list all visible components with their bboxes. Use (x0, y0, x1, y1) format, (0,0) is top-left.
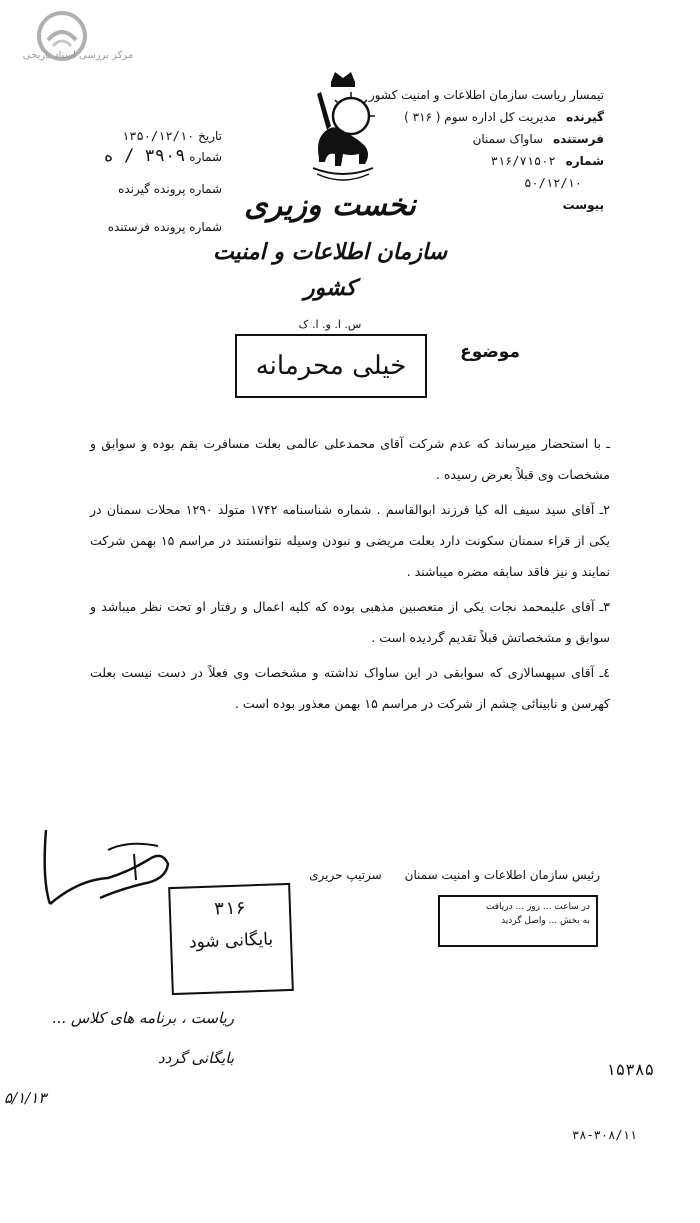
letter-body (90, 428, 610, 723)
handwritten-date: ۵/۱/۱۳ (4, 1089, 47, 1107)
date-value: ۵۰/۱۲/۱۰ (524, 176, 582, 190)
received-stamp (438, 895, 598, 947)
header-left (62, 126, 222, 237)
classification-stamp: خیلی محرمانه (235, 334, 427, 398)
left-date-value: ۱۳۵۰/۱۲/۱۰ (122, 129, 195, 143)
document-reference-code: ۳۸-۳۰۸/۱۱ (572, 1128, 638, 1142)
left-number-row (62, 146, 222, 167)
signatory-name: سرتیپ حریری (309, 868, 382, 882)
left-date-label: تاریخ (198, 129, 222, 143)
signature-block (190, 868, 600, 882)
archive-stamp-text: بایگانی شود (188, 929, 274, 953)
handwritten-line-1: ریاست ، برنامه های کلاس ... (51, 1009, 234, 1027)
left-date-row (62, 126, 222, 146)
body-paragraph-4: ٤ـ آقای سپهسالاری که سوابقی در این ساواک نداشته و مشخصات وی فعلاً در دست نیست بعلت کهرسن و نابینائی چشم از شرکت در مراسم ۱۵ بهمن معذور بوده است . (90, 665, 610, 711)
archive-reference-number: ۱۵۳۸۵ (606, 1060, 655, 1079)
archive-stamp-code: ۳۱۶ (213, 897, 247, 920)
signatory-title: رئیس سازمان اطلاعات و امنیت سمنان (404, 868, 600, 882)
savak-title: سازمان اطلاعات و امنیت کشور (212, 239, 448, 301)
lion-and-sun-emblem-icon (305, 68, 381, 190)
body-paragraph-2: ۲ـ آقای سید سیف اله کیا فرزند ابوالقاسم . شماره شناسنامه ۱۷۴۲ متولد ۱۲۹۰ محلات سمنان در یکی از قراء سمنان سکونت دارد بعلت مریضی و نبودن وسیله نتوانستند در مراسم ۱۵ بهمن شرکت نمایند و نیز فاقد سابقه مضره میباشند . (90, 502, 611, 579)
recipient-label: گیرنده (566, 110, 604, 124)
handwritten-line-2: بایگانی گردد (158, 1049, 234, 1067)
recipient-value: مدیریت کل اداره سوم ( ۳۱۶ ) (404, 110, 557, 124)
copy-to-text: تیمسار ریاست سازمان اطلاعات و امنیت کشور (368, 88, 604, 102)
prime-ministry-title: نخست وزیری (244, 188, 416, 223)
letterhead-brand (200, 186, 460, 334)
sender-value: ساواک سمنان (472, 132, 544, 146)
number-label: شماره (565, 154, 604, 168)
body-paragraph-1: ـ با استحضار میرساند که عدم شرکت آقای محمدعلی عالمی بعلت مسافرت بقم بوده و سوابق و مشخصات وی قبلاً بعرض رسیده . (90, 436, 610, 482)
sender-label: فرستنده (553, 132, 604, 146)
left-number-value: ۳۹۰۹ / ه (103, 146, 186, 166)
attachment-label: پیوست (562, 198, 604, 212)
savak-abbreviation: س. ا. و. ا. ک (298, 318, 362, 331)
left-number-label: شماره (189, 150, 222, 164)
received-stamp-line-1: در ساعت ... روز ... دریافت (485, 902, 590, 912)
received-stamp-line-2: به بخش ... واصل گردید (501, 916, 590, 926)
watermark-text: مرکز بررسی اسناد تاریخی (22, 50, 134, 61)
number-value: ۳۱۶/۷۱۵۰۲ (490, 154, 556, 168)
body-paragraph-3: ۳ـ آقای علیمحمد نجات یکی از متعصبین مذهبی بوده که کلیه اعمال و رفتار او تحت نظر میباشد و سوابق و مشخصاتش قبلاً تقدیم گردیده است . (90, 599, 610, 645)
subject-label: موضوع (460, 342, 520, 362)
recipient-file-label: شماره پرونده گیرنده (118, 182, 222, 196)
archive-stamp (168, 883, 294, 995)
sender-file-label: شماره پرونده فرستنده (107, 220, 222, 234)
handwritten-note (4, 998, 234, 1148)
signature-scribble-icon (38, 820, 188, 910)
